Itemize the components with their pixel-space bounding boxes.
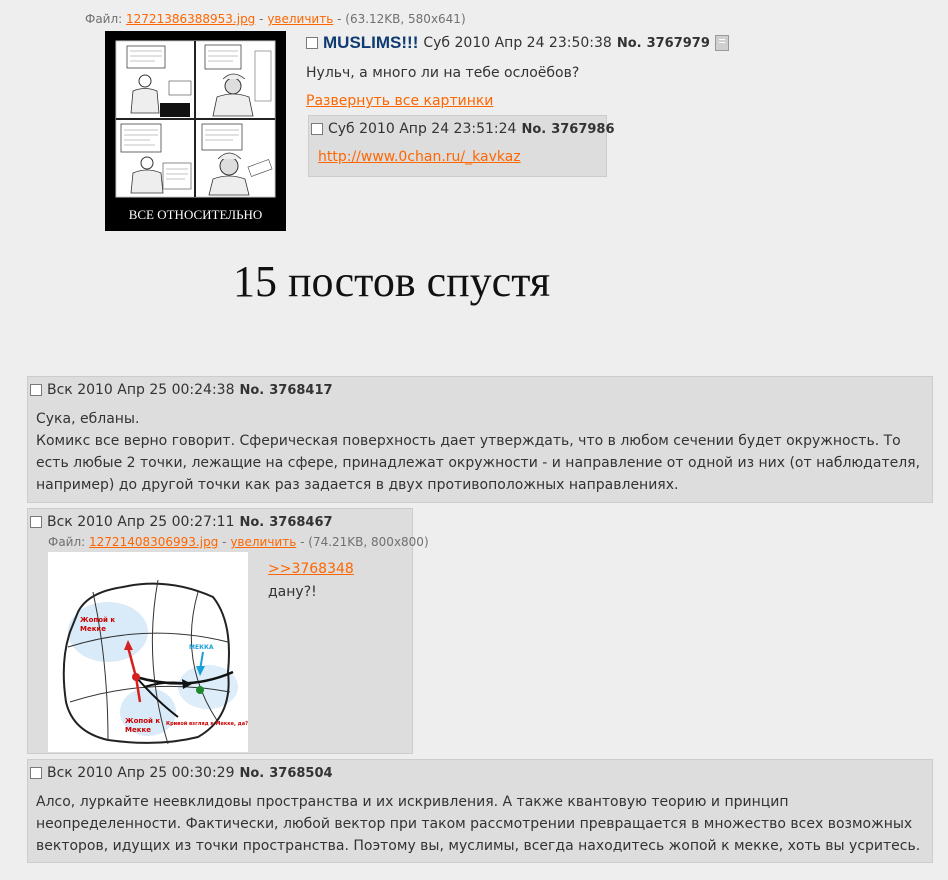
reply-header bbox=[30, 382, 333, 398]
reply-no-label: No. bbox=[239, 514, 265, 530]
op-image[interactable] bbox=[105, 31, 286, 231]
op-poster-name: MUSLIMS!!! bbox=[323, 33, 419, 52]
message-line: есть любые 2 точки, лежащие на сфере, принадлежат окружности - и направление от одной из них (от наблюдателя, bbox=[36, 455, 921, 471]
op-expand-link[interactable]: увеличить bbox=[267, 12, 334, 26]
reply-3768467 bbox=[27, 508, 429, 754]
reply-message bbox=[36, 408, 920, 496]
message-line: неопределенности. Фактически, любой вектор при таком рассмотрении превращается в множество всех возможных bbox=[36, 816, 913, 832]
reply-expand-link[interactable]: увеличить bbox=[230, 535, 297, 549]
reply-date: Суб 2010 Апр 24 23:51:24 bbox=[328, 121, 517, 137]
reply-checkbox[interactable] bbox=[30, 384, 42, 396]
message-line: Сука, ебланы. bbox=[36, 411, 140, 427]
reply-no-label: No. bbox=[239, 382, 265, 398]
op-file-info: Файл: 12721386388953.jpg - увеличить - (63.12KB, 580x641) bbox=[85, 12, 466, 26]
kavkaz-link[interactable]: http://www.0chan.ru/_kavkaz bbox=[318, 149, 521, 165]
op-number[interactable]: 3767979 bbox=[646, 35, 710, 51]
image-label-bottom: Жопой к Мекке bbox=[125, 717, 161, 734]
reply-checkbox[interactable] bbox=[311, 123, 323, 135]
demotivator-caption: ВСЕ ОТНОСИТЕЛЬНО bbox=[128, 207, 263, 222]
message-line: векторов, идущих из точки пространства. Поэтому вы, муслимы, всегда находитесь жопой к мекке, хоть вы усритесь. bbox=[36, 838, 921, 854]
op-checkbox[interactable] bbox=[306, 37, 318, 49]
op-header bbox=[306, 33, 729, 53]
file-label: Файл: bbox=[85, 12, 123, 26]
reply-number[interactable]: 3768417 bbox=[269, 382, 333, 398]
caption-15-posts-later: 15 постов спустя bbox=[233, 257, 551, 306]
reply-header bbox=[311, 121, 615, 137]
reply-checkbox[interactable] bbox=[30, 767, 42, 779]
reply-header bbox=[30, 514, 333, 530]
op-file-meta: - (63.12KB, 580x641) bbox=[337, 12, 466, 26]
reply-3767986 bbox=[308, 115, 615, 177]
reply-file-link[interactable]: 12721408306993.jpg bbox=[89, 535, 219, 549]
reply-date: Вск 2010 Апр 25 00:24:38 bbox=[47, 382, 235, 398]
reply-3768417 bbox=[27, 376, 933, 503]
reply-checkbox[interactable] bbox=[30, 516, 42, 528]
reply-message bbox=[36, 791, 920, 857]
reply-no-label: No. bbox=[521, 121, 547, 137]
image-label-curve: Кривой взгляд к Мекке, да? bbox=[166, 721, 248, 727]
message-line: Комикс все верно говорит. Сферическая поверхность дает утверждать, что в любом сечении будет окружность. То bbox=[36, 433, 901, 449]
message-line: Алсо, луркайте неевклидовы пространства и их искривления. А также квантовую теорию и принцип bbox=[36, 794, 789, 810]
reply-date: Вск 2010 Апр 25 00:30:29 bbox=[47, 765, 235, 781]
reply-message: дану?! bbox=[268, 584, 317, 600]
reply-file-meta: - (74.21KB, 800x800) bbox=[300, 535, 429, 549]
op-file-link[interactable]: 12721386388953.jpg bbox=[126, 12, 256, 26]
reply-date: Вск 2010 Апр 25 00:27:11 bbox=[47, 514, 235, 530]
image-label-mecca: МЕККА bbox=[189, 644, 214, 651]
file-label: Файл: bbox=[48, 535, 86, 549]
message-line: например) до другой точки как раз задается в двух противоположных направлениях. bbox=[36, 477, 679, 493]
document-icon[interactable] bbox=[715, 35, 729, 51]
reply-no-label: No. bbox=[239, 765, 265, 781]
op-message: Нульч, а много ли на тебе ослоёбов? bbox=[306, 65, 580, 81]
op-date: Суб 2010 Апр 24 23:50:38 bbox=[423, 35, 612, 51]
expand-all-images-link[interactable]: Развернуть все картинки bbox=[306, 93, 494, 109]
reply-3768504 bbox=[27, 759, 933, 863]
comic-illustration bbox=[105, 31, 286, 231]
reply-header bbox=[30, 765, 333, 781]
reply-number[interactable]: 3768504 bbox=[269, 765, 333, 781]
reply-file-info: Файл: 12721408306993.jpg - увеличить - (74.21KB, 800x800) bbox=[48, 535, 429, 549]
reply-number[interactable]: 3767986 bbox=[551, 121, 615, 137]
op-no-label: No. bbox=[616, 35, 642, 51]
reply-number[interactable]: 3768467 bbox=[269, 514, 333, 530]
reply-image[interactable] bbox=[48, 552, 248, 752]
image-label-top: Жопой к Мекке bbox=[80, 616, 116, 633]
quote-link[interactable]: >>3768348 bbox=[268, 561, 354, 577]
